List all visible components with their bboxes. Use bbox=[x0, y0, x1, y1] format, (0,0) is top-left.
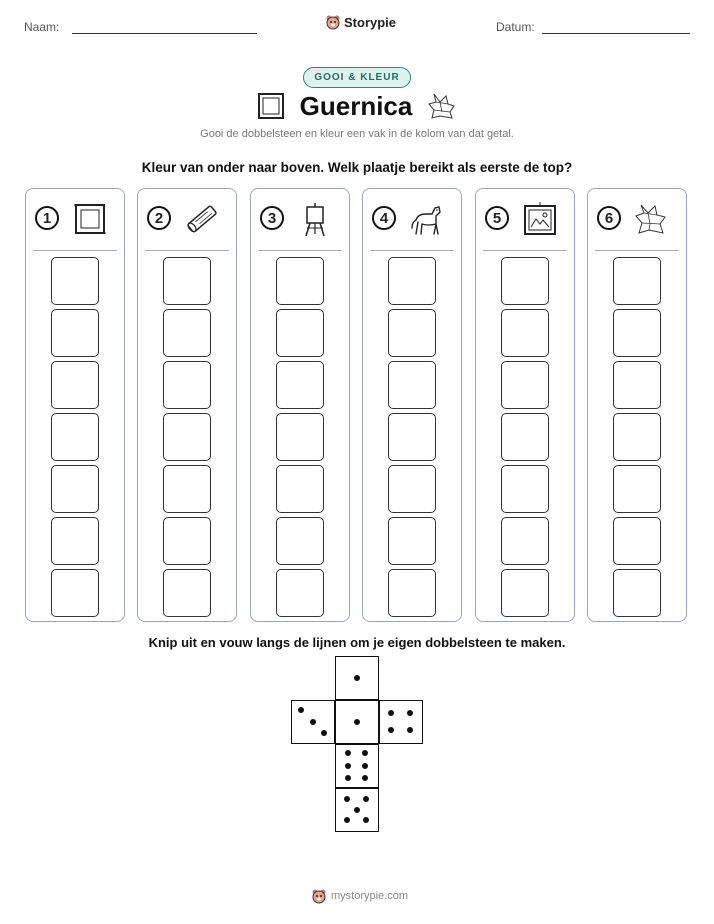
column-number: 3 bbox=[260, 206, 284, 230]
color-box[interactable] bbox=[163, 569, 211, 617]
framed-painting-icon bbox=[521, 200, 559, 238]
die-face-1 bbox=[335, 700, 379, 744]
color-box[interactable] bbox=[276, 361, 324, 409]
easel-icon bbox=[296, 200, 334, 238]
die-instruction: Knip uit en vouw langs de lijnen om je eigen dobbelsteen te maken. bbox=[148, 635, 566, 650]
date-label: Datum: bbox=[496, 20, 535, 34]
column-number: 6 bbox=[597, 206, 621, 230]
die-face-4 bbox=[379, 700, 423, 744]
column-number: 1 bbox=[35, 206, 59, 230]
brand-name: Storypie bbox=[344, 14, 397, 30]
footer-url[interactable]: mystorypie.com bbox=[331, 890, 409, 902]
column-divider bbox=[370, 250, 454, 251]
picture-frame-icon bbox=[71, 200, 109, 238]
color-box[interactable] bbox=[501, 465, 549, 513]
color-box[interactable] bbox=[613, 361, 661, 409]
color-box[interactable] bbox=[163, 517, 211, 565]
color-box[interactable] bbox=[501, 569, 549, 617]
dice-column-4 bbox=[362, 188, 462, 622]
die-pip bbox=[344, 796, 350, 802]
bear-icon bbox=[325, 14, 341, 30]
color-box[interactable] bbox=[501, 257, 549, 305]
color-box[interactable] bbox=[51, 465, 99, 513]
color-box[interactable] bbox=[163, 257, 211, 305]
color-box[interactable] bbox=[51, 413, 99, 461]
color-box[interactable] bbox=[613, 465, 661, 513]
color-box[interactable] bbox=[501, 361, 549, 409]
page-subtitle: Gooi de dobbelsteen en kleur een vak in de kolom van dat getal. bbox=[200, 128, 514, 140]
dice-column-1 bbox=[25, 188, 125, 622]
die-face-6 bbox=[335, 744, 379, 788]
color-box[interactable] bbox=[163, 413, 211, 461]
color-box[interactable] bbox=[613, 413, 661, 461]
color-box[interactable] bbox=[276, 257, 324, 305]
die-pip bbox=[362, 763, 368, 769]
instruction-text: Kleur van onder naar boven. Welk plaatje bereikt als eerste de top? bbox=[141, 160, 573, 175]
die-face-5 bbox=[335, 788, 379, 832]
die-pip bbox=[388, 710, 394, 716]
column-divider bbox=[258, 250, 342, 251]
column-divider bbox=[483, 250, 567, 251]
color-box[interactable] bbox=[388, 517, 436, 565]
dice-column-3 bbox=[250, 188, 350, 622]
color-box[interactable] bbox=[388, 465, 436, 513]
date-line[interactable] bbox=[542, 33, 690, 34]
color-box[interactable] bbox=[51, 309, 99, 357]
name-line[interactable] bbox=[72, 33, 257, 34]
color-box[interactable] bbox=[501, 413, 549, 461]
dice-column-5 bbox=[475, 188, 575, 622]
footer bbox=[311, 888, 408, 904]
die-pip bbox=[345, 750, 351, 756]
color-box[interactable] bbox=[388, 257, 436, 305]
color-box[interactable] bbox=[613, 309, 661, 357]
die-face-3 bbox=[291, 700, 335, 744]
horse-icon bbox=[408, 200, 446, 238]
die-pip bbox=[407, 727, 413, 733]
title-row bbox=[0, 90, 714, 122]
dice-column-2 bbox=[137, 188, 237, 622]
color-box[interactable] bbox=[613, 569, 661, 617]
color-box[interactable] bbox=[163, 465, 211, 513]
dice-column-6 bbox=[587, 188, 687, 622]
page-title: Guernica bbox=[299, 90, 413, 121]
column-divider bbox=[33, 250, 117, 251]
column-number: 2 bbox=[147, 206, 171, 230]
die-pip bbox=[344, 817, 350, 823]
column-divider bbox=[145, 250, 229, 251]
geometric-wolf-icon bbox=[633, 200, 671, 238]
die-pip bbox=[345, 775, 351, 781]
die-pip bbox=[298, 707, 304, 713]
color-box[interactable] bbox=[501, 517, 549, 565]
die-pip bbox=[388, 727, 394, 733]
column-number: 5 bbox=[485, 206, 509, 230]
column-number: 4 bbox=[372, 206, 396, 230]
column-divider bbox=[595, 250, 679, 251]
color-box[interactable] bbox=[51, 569, 99, 617]
die-pip bbox=[354, 807, 360, 813]
color-box[interactable] bbox=[388, 413, 436, 461]
badge-wrap bbox=[0, 67, 714, 88]
die-pip bbox=[310, 719, 316, 725]
picture-frame-icon bbox=[256, 91, 286, 121]
color-box[interactable] bbox=[388, 309, 436, 357]
die-pip bbox=[407, 710, 413, 716]
color-box[interactable] bbox=[163, 309, 211, 357]
die-pip bbox=[363, 796, 369, 802]
die-pip bbox=[354, 719, 360, 725]
wooden-log-icon bbox=[183, 200, 221, 238]
die-pip bbox=[321, 730, 327, 736]
bear-icon bbox=[311, 888, 327, 904]
color-box[interactable] bbox=[51, 517, 99, 565]
brand-logo bbox=[325, 14, 396, 30]
die-face-1 bbox=[335, 656, 379, 700]
die-pip bbox=[362, 775, 368, 781]
color-box[interactable] bbox=[388, 361, 436, 409]
color-box[interactable] bbox=[276, 309, 324, 357]
geometric-wolf-icon bbox=[426, 90, 458, 122]
color-box[interactable] bbox=[388, 569, 436, 617]
color-box[interactable] bbox=[276, 465, 324, 513]
activity-badge: GOOI & KLEUR bbox=[303, 67, 410, 88]
die-pip bbox=[363, 817, 369, 823]
die-pip bbox=[354, 675, 360, 681]
color-box[interactable] bbox=[51, 361, 99, 409]
color-box[interactable] bbox=[276, 569, 324, 617]
color-box[interactable] bbox=[501, 309, 549, 357]
die-pip bbox=[362, 750, 368, 756]
name-label: Naam: bbox=[24, 20, 60, 34]
color-box[interactable] bbox=[613, 517, 661, 565]
color-box[interactable] bbox=[276, 517, 324, 565]
die-pip bbox=[345, 763, 351, 769]
color-box[interactable] bbox=[51, 257, 99, 305]
color-box[interactable] bbox=[163, 361, 211, 409]
color-box[interactable] bbox=[276, 413, 324, 461]
color-box[interactable] bbox=[613, 257, 661, 305]
